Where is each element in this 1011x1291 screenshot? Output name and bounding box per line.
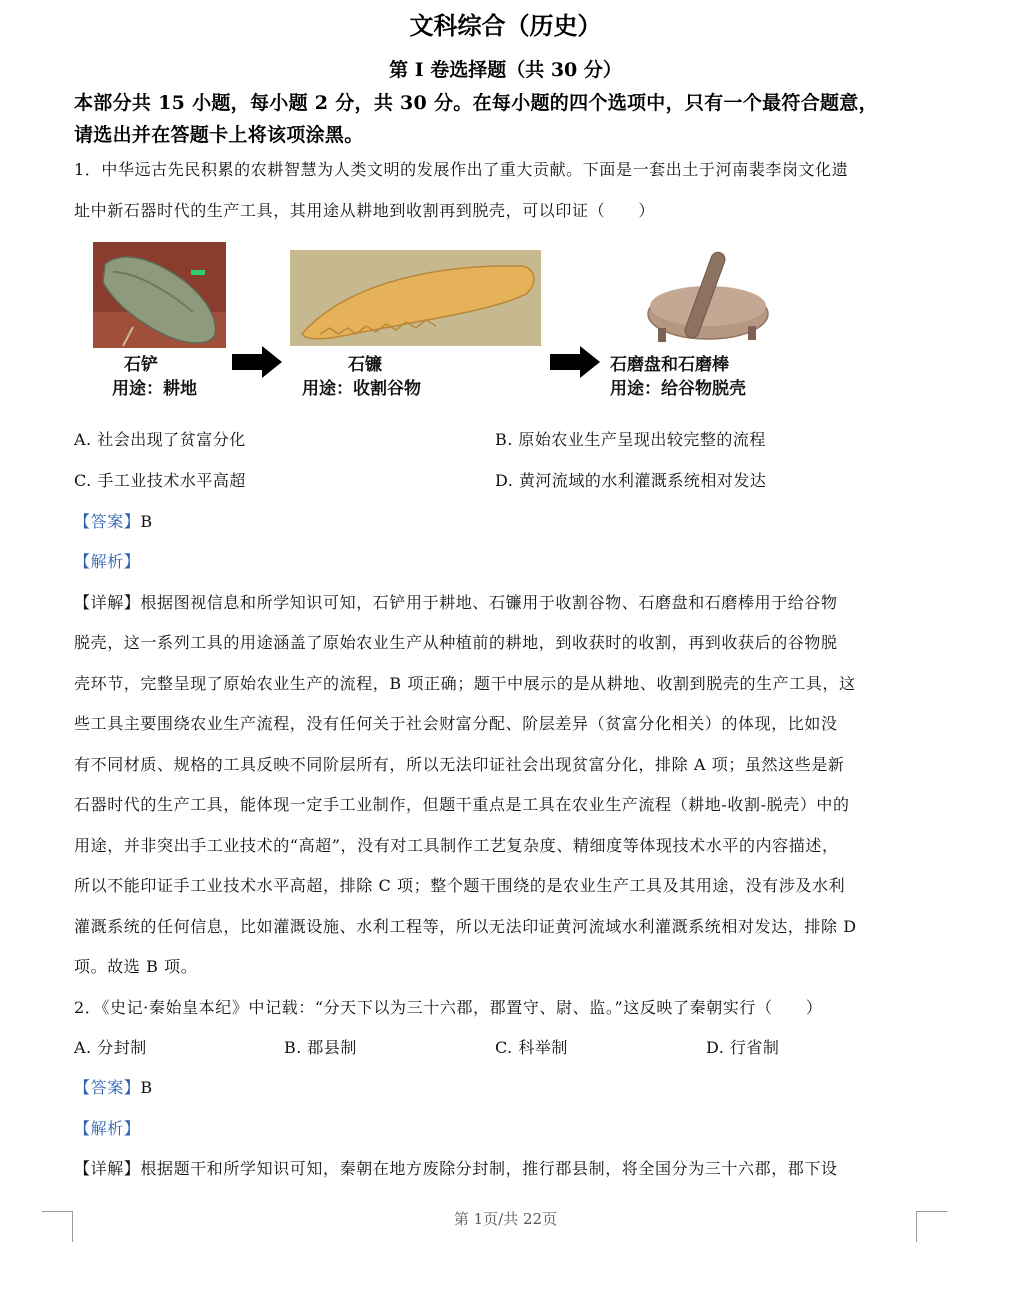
q1-detail-line-1 <box>74 590 838 613</box>
q1-detail-line-4: 些工具主要围绕农业生产流程，没有任何关于社会财富分配、阶层差异（贫富分化相关）的体现，比如没 <box>74 714 838 733</box>
q1-answer <box>74 509 153 532</box>
stone-shovel-image <box>93 242 226 348</box>
q1-option-d: D. 黄河流域的水利灌溉系统相对发达 <box>495 471 767 490</box>
q2-option-b: B. 郡县制 <box>284 1038 357 1057</box>
q2-stem: 2．《史记·秦始皇本纪》中记载：“分天下以为三十六郡，郡置守、尉、监。”这反映了秦朝实行（ ） <box>74 998 823 1017</box>
q1-analysis-label: 【解析】 <box>74 552 141 571</box>
detail-text: 根据题干和所学知识可知，秦朝在地方废除分封制，推行郡县制，将全国分为三十六郡，郡下设 <box>140 1159 838 1178</box>
instructions-line-1: 本部分共 15 小题，每小题 2 分，共 30 分。在每小题的四个选项中，只有一个最符合题意， <box>74 92 878 114</box>
tool3-use: 用途：给谷物脱壳 <box>610 379 746 399</box>
answer-label: 【答案】 <box>74 512 141 531</box>
arrow-right-icon <box>550 346 600 378</box>
section-heading: 第 I 卷选择题（共 30 分） <box>389 59 622 81</box>
q1-stem-line-2: 址中新石器时代的生产工具，其用途从耕地到收割再到脱壳，可以印证（ ） <box>74 201 656 220</box>
tool1-name: 石铲 <box>124 355 158 375</box>
q2-option-a: A. 分封制 <box>74 1038 147 1057</box>
answer-label: 【答案】 <box>74 1078 141 1097</box>
q1-figure <box>90 240 790 405</box>
arrow-right-icon <box>232 346 282 378</box>
q1-detail-line-10: 项。故选 B 项。 <box>74 957 198 976</box>
detail-label: 【详解】 <box>74 593 141 612</box>
q1-detail-line-6: 石器时代的生产工具，能体现一定手工业制作，但题干重点是工具在农业生产流程（耕地-收割-脱壳）中的 <box>74 795 850 814</box>
q2-answer <box>74 1075 153 1098</box>
q1-detail-line-5: 有不同材质、规格的工具反映不同阶层所有，所以无法印证社会出现贫富分化，排除 A 项；虽然这些是新 <box>74 755 845 774</box>
tool2-name: 石镰 <box>348 355 382 375</box>
q1-detail-line-3: 壳环节，完整呈现了原始农业生产的流程，B 项正确；题干中展示的是从耕地、收割到脱壳的生产工具，这 <box>74 674 856 693</box>
q1-detail-line-2: 脱壳，这一系列工具的用途涵盖了原始农业生产从种植前的耕地，到收获时的收割，再到收获后的谷物脱 <box>74 633 838 652</box>
q1-option-c: C. 手工业技术水平高超 <box>74 471 246 490</box>
q2-option-d: D. 行省制 <box>706 1038 780 1057</box>
q2-option-c: C. 科举制 <box>495 1038 568 1057</box>
page-title: 文科综合（历史） <box>409 11 602 40</box>
q1-detail-line-9: 灌溉系统的任何信息，比如灌溉设施、水利工程等，所以无法印证黄河流域水利灌溉系统相对发达，排除 D <box>74 917 857 936</box>
q1-detail-line-7: 用途，并非突出手工业技术的“高超”，没有对工具制作工艺复杂度、精细度等体现技术水平的内容描述， <box>74 836 839 855</box>
tool3-name: 石磨盘和石磨棒 <box>610 355 729 375</box>
instructions-line-2: 请选出并在答题卡上将该项涂黑。 <box>74 124 364 146</box>
q1-option-a: A. 社会出现了贫富分化 <box>74 430 246 449</box>
tool2-use: 用途：收割谷物 <box>302 379 421 399</box>
answer-value: B <box>140 1078 153 1097</box>
grinding-stone-image <box>618 246 778 346</box>
tool1-use: 用途：耕地 <box>112 379 197 399</box>
q2-detail-line-1 <box>74 1156 838 1179</box>
q1-option-b: B. 原始农业生产呈现出较完整的流程 <box>495 430 766 449</box>
stone-sickle-image <box>290 250 541 346</box>
q1-stem-line-1: 1．中华远古先民积累的农耕智慧为人类文明的发展作出了重大贡献。下面是一套出土于河南裴李岗文化遗 <box>74 160 849 179</box>
q1-detail-line-8: 所以不能印证手工业技术水平高超，排除 C 项；整个题干围绕的是农业生产工具及其用途，没有涉及水利 <box>74 876 846 895</box>
q2-analysis-label: 【解析】 <box>74 1119 141 1138</box>
page-number: 第 1页/共 22页 <box>453 1210 558 1228</box>
answer-value: B <box>140 512 153 531</box>
detail-text: 根据图视信息和所学知识可知，石铲用于耕地、石镰用于收割谷物、石磨盘和石磨棒用于给谷物 <box>140 593 838 612</box>
detail-label: 【详解】 <box>74 1159 141 1178</box>
